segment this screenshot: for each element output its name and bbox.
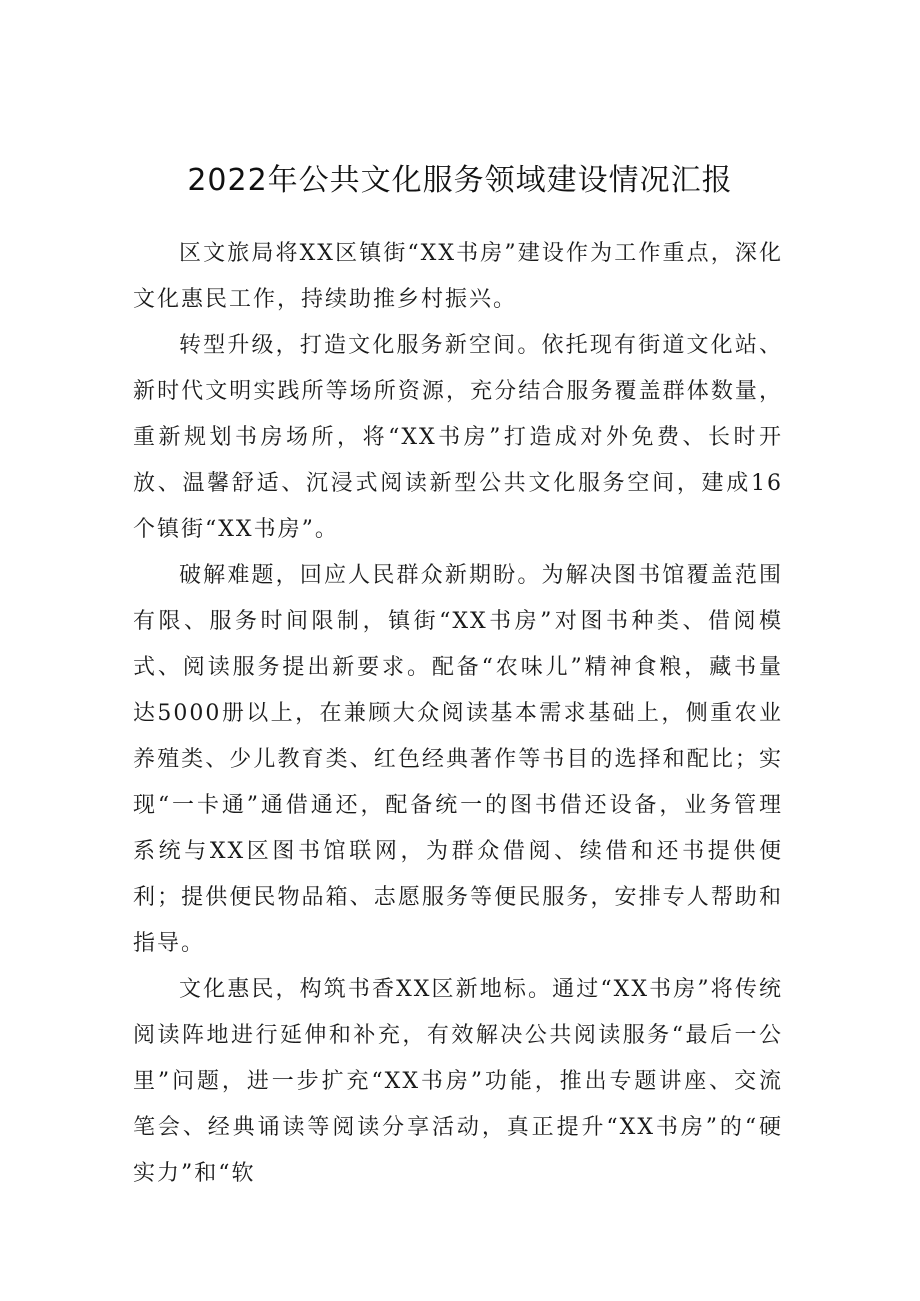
document-title: 2022年公共文化服务领域建设情况汇报: [187, 163, 733, 198]
paragraph-cultural-benefit: 文化惠民，构筑书香XX区新地标。通过“XX书房”将传统阅读阵地进行延伸和补充，有效解决公共阅读服务“最后一公里”问题，进一步扩充“XX书房”功能，推出专题讲座、交流笔会、经典诵读等阅读分享活动，真正提升“XX书房”的“硬实力”和“软: [133, 977, 783, 1186]
paragraph-transformation: 转型升级，打造文化服务新空间。依托现有街道文化站、新时代文明实践所等场所资源，充分结合服务覆盖群体数量，重新规划书房场所，将“XX书房”打造成对外免费、长时开放、温馨舒适、沉浸式阅读新型公共文化服务空间，建成16个镇街“XX书房”。: [133, 333, 783, 542]
paragraph-problem-solving: 破解难题，回应人民群众新期盼。为解决图书馆覆盖范围有限、服务时间限制，镇街“XX书房”对图书种类、借阅模式、阅读服务提出新要求。配备“农味儿”精神食粮，藏书量达5000册以上，在兼顾大众阅读基本需求基础上，侧重农业养殖类、少儿教育类、红色经典著作等书目的选择和配比；实现“一卡通”通借通还，配备统一的图书借还设备，业务管理系统与XX区图书馆联网，为群众借阅、续借和还书提供便利；提供便民物品箱、志愿服务等便民服务，安排专人帮助和指导。: [133, 563, 783, 956]
paragraph-intro: 区文旅局将XX区镇街“XX书房”建设作为工作重点，深化文化惠民工作，持续助推乡村振兴。: [133, 241, 783, 312]
document-body: [133, 231, 783, 1197]
